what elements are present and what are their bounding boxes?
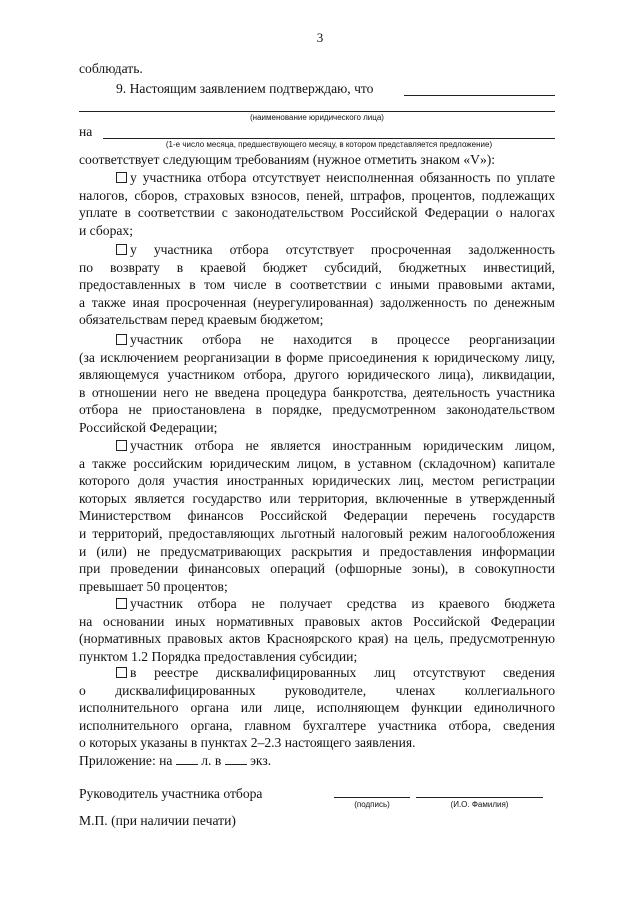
condition-2-line: обязательствам перед краевым бюджетом; [79,312,324,328]
checkbox[interactable] [116,172,127,183]
condition-1-line: у участника отбора отсутствует неисполненная обязанность по уплате [79,169,555,187]
condition-6-line: исполнительного органа или лице, исполняющем функции единоличного [79,700,555,716]
checkbox[interactable] [116,244,127,255]
condition-2-line: предоставленных в том числе в соответствии с иными правовыми актами, [79,277,555,293]
condition-2-line: по возврату в краевой бюджет субсидий, бюджетных инвестиций, [79,259,555,275]
date-line [103,138,555,139]
attachment-middle: л. в [201,753,222,768]
sheets-blank[interactable] [176,752,198,765]
condition-4-line: при проведении финансовых операций (офшорные зоны), в совокупности [79,561,555,577]
condition-6-line: о дисквалифицированных руководителе, членах коллегиального [79,682,555,698]
condition-6-line: в реестре дисквалифицированных лиц отсутствуют сведения [79,664,555,682]
condition-1 [79,169,555,239]
condition-5-line: на основании иных нормативных правовых актов Российской Федерации [79,613,555,629]
condition-1-line: уплате в соответствии с законодательством Российской Федерации о налогах [79,205,555,221]
item-9-text: 9. Настоящим заявлением подтверждаю, что [116,81,374,96]
condition-3-line: (за исключением реорганизации в форме присоединения к юридическому лицу, [79,349,555,365]
condition-4-line: и территорий, предоставляющих льготный налоговый режим налогообложения [79,525,555,541]
condition-4-line: а также российским юридическим лицом, в уставном (складочном) капитале [79,455,555,471]
condition-4-line: превышает 50 процентов; [79,578,228,594]
copies-blank[interactable] [225,752,247,765]
caption-date: (1-е число месяца, предшествующего месяцу, в котором представляется предложение) [165,140,493,149]
condition-5-line: (нормативных правовых актов Красноярского края) на цель, предусмотренную [79,631,555,647]
head-label: Руководитель участника отбора [79,786,263,801]
entity-name-line [79,111,555,112]
attachment-suffix: экз. [250,753,272,768]
signature-line [334,797,410,798]
attachment-prefix: Приложение: на [79,753,173,768]
condition-1-line: и сборах; [79,222,133,238]
condition-3-line: отбора не приостановлена в порядке, предусмотренном законодательством [79,402,555,418]
checkbox[interactable] [116,598,127,609]
stamp-label: М.П. (при наличии печати) [79,813,236,828]
on-label: на [79,124,93,139]
checkbox[interactable] [116,334,127,345]
condition-4-line: которого доля участия иностранных юридических лиц, местом регистрации [79,473,555,489]
attachment-line [79,752,271,770]
condition-5-line: пунктом 1.2 Порядка предоставления субсидии; [79,648,358,664]
condition-4-line: Министерством финансов Российской Федерации перечень государств [79,508,555,524]
condition-4-line: и (или) не предусматривающих раскрытия и предоставления информации [79,543,555,559]
caption-signature: (подпись) [354,800,390,809]
caption-entity-name: (наименование юридического лица) [250,113,384,122]
condition-1-line: налогов, сборов, страховых взносов, пеней, штрафов, процентов, подлежащих [79,187,555,203]
entity-name-blank [404,95,555,96]
page-number: 3 [316,30,324,45]
checkbox[interactable] [116,667,127,678]
condition-4-line: участник отбора не является иностранным юридическим лицом, [79,437,555,455]
line-comply: соблюдать. [79,61,143,76]
condition-3-line: в отношении него не введена процедура банкротства, деятельность участника [79,384,555,400]
condition-3-line: Российской Федерации; [79,419,218,435]
name-line [416,797,543,798]
requirements-intro: соответствует следующим требованиям (нужное отметить знаком «V»): [79,152,496,167]
condition-3-line: участник отбора не находится в процессе реорганизации [79,331,555,349]
condition-3-line: являющемуся участником отбора, другого юридического лица), ликвидации, [79,367,555,383]
caption-name: (И.О. Фамилия) [450,800,509,809]
checkbox[interactable] [116,440,127,451]
condition-6-line: исполнительного органа, главном бухгалтере участника отбора, сведения [79,717,555,733]
condition-2-line: а также иная просроченная (неурегулированная) задолженность по денежным [79,294,555,310]
condition-6-line: о которых указаны в пунктах 2–2.3 настоящего заявления. [79,735,416,751]
condition-5-line: участник отбора не получает средства из краевого бюджета [79,595,555,613]
condition-5 [79,595,555,665]
condition-2-line: у участника отбора отсутствует просроченная задолженность [79,241,555,259]
condition-4 [79,437,555,595]
condition-4-line: которых является государство или территория, включенные в утвержденный [79,490,555,506]
condition-2 [79,241,555,329]
condition-6 [79,664,555,752]
condition-3 [79,331,555,437]
